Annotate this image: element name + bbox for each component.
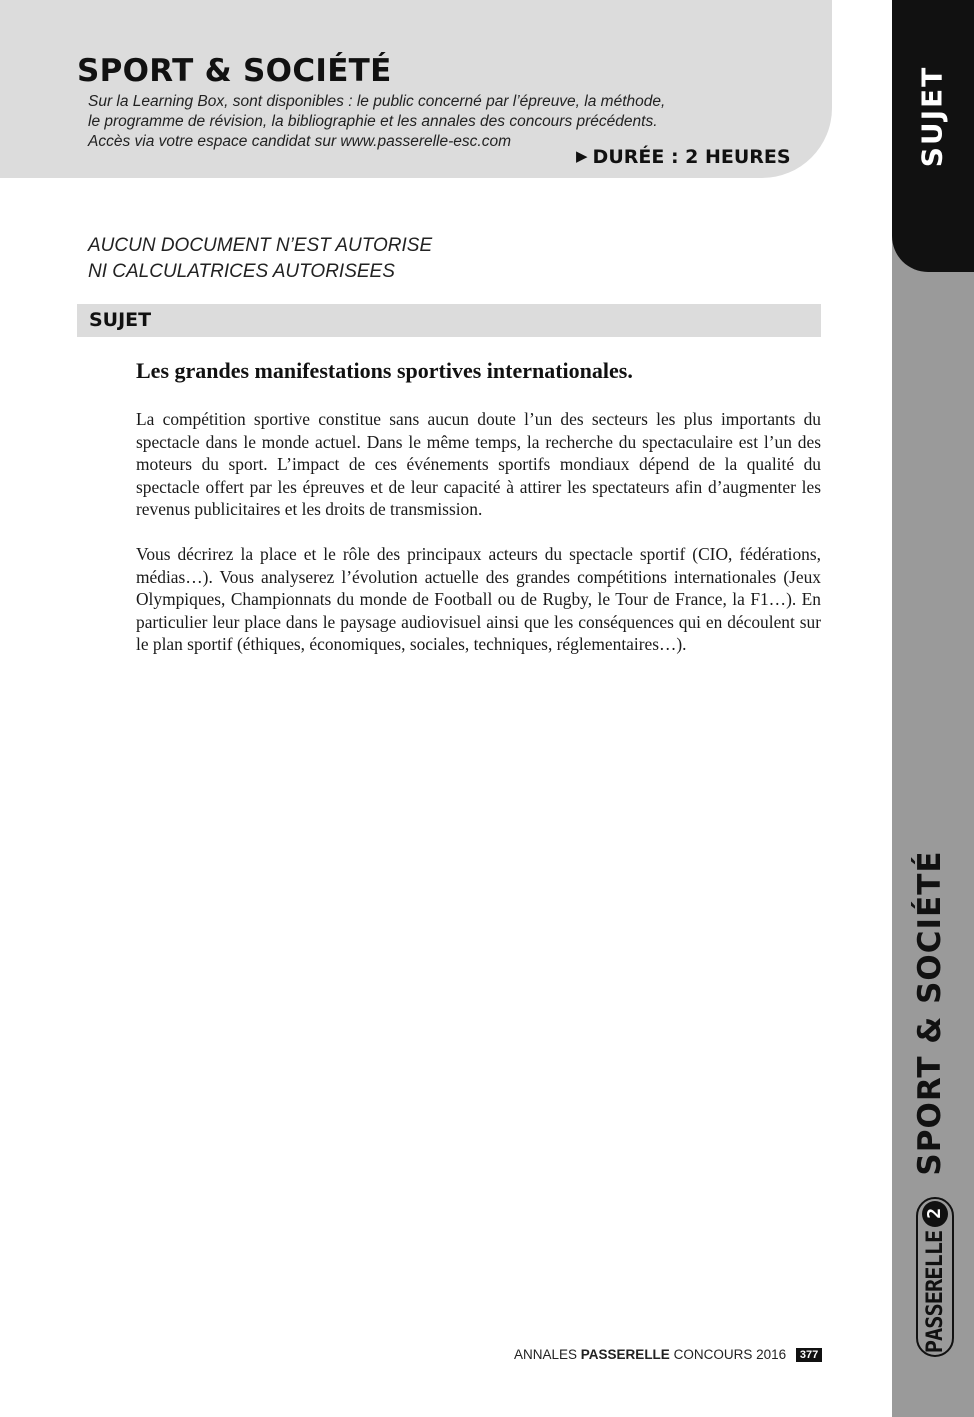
footer-suffix: CONCOURS 2016: [673, 1347, 787, 1362]
section-label: SUJET: [89, 309, 152, 331]
subject-title: Les grandes manifestations sportives internationales.: [136, 358, 633, 383]
logo-number: 2: [922, 1201, 948, 1227]
page-number: 377: [796, 1348, 822, 1362]
notice: [88, 233, 432, 285]
subject-paragraph: La compétition sportive constitue sans aucun doute l’un des secteurs les plus importants du spectacle dans le monde actuel. Dans le même temps, la recherche du spectaculaire est l’un des moteurs du sport. L’impact de ces événements sportifs mondiaux dépend de la qualité du spectacle offert par les épreuves et de leur capacité à attirer les spectateurs afin d’augmenter les revenus publicitaires et les droits de transmission.: [136, 409, 821, 520]
footer: [514, 1347, 822, 1362]
play-arrow-icon: ▶: [576, 147, 588, 165]
intro-line: Sur la Learning Box, sont disponibles : le public concerné par l’épreuve, la méthode,: [88, 93, 666, 110]
sidebar-section-label: SPORT & SOCIÉTÉ: [912, 850, 948, 1176]
footer-brand: PASSERELLE: [580, 1347, 670, 1362]
notice-line: AUCUN DOCUMENT N’EST AUTORISE: [88, 235, 433, 256]
intro-line: le programme de révision, la bibliographie et les annales des concours précédents.: [88, 113, 658, 130]
duration-label: [576, 146, 791, 168]
duration-text: DURÉE : 2 HEURES: [592, 146, 791, 168]
sidebar-tab-label: SUJET: [915, 65, 949, 168]
logo-text: PASSERELLE: [922, 1230, 948, 1354]
subject-paragraph: Vous décrirez la place et le rôle des principaux acteurs du spectacle sportif (CIO, fédérations, médias…). Vous analyserez l’évolution actuelle des grandes compétitions internationales (Jeux Olympiques, Championnats du monde de Football ou de Rugby, le Tour de France, la F1…). En particulier leur place dans le paysage audiovisuel ainsi que les conséquences qui en découlent sur le plan sportif (éthiques, économiques, sociales, techniques, réglementaires…).: [136, 544, 821, 655]
header-intro: [88, 92, 728, 152]
page-title: SPORT & SOCIÉTÉ: [77, 53, 392, 89]
footer-prefix: ANNALES: [514, 1347, 578, 1362]
passerelle-logo: [916, 1197, 954, 1357]
intro-line: Accès via votre espace candidat sur www.passerelle-esc.com: [88, 133, 511, 150]
section-header: [77, 304, 821, 337]
notice-line: NI CALCULATRICES AUTORISEES: [88, 261, 395, 282]
